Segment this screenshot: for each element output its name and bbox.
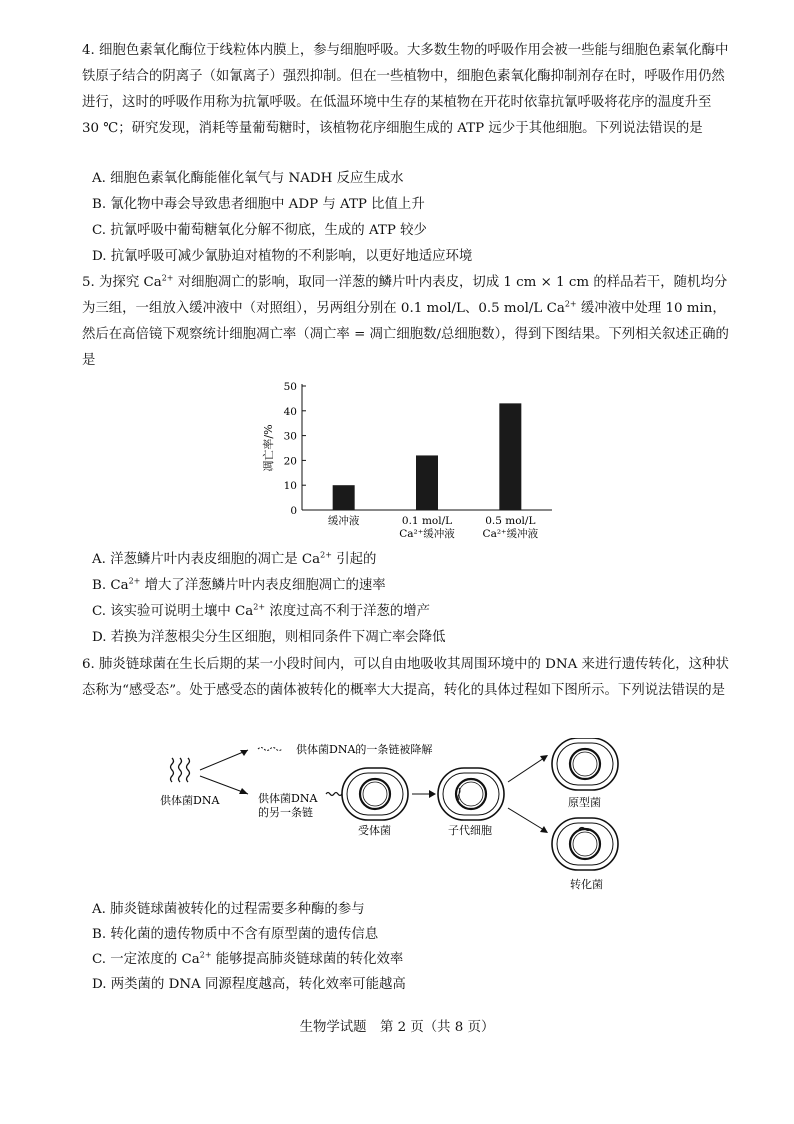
question-6-option-b: B. 转化菌的遗传物质中不含有原型菌的遗传信息 bbox=[92, 927, 379, 942]
question-5-option-d: D. 若换为洋葱根尖分生区细胞，则相同条件下凋亡率会降低 bbox=[92, 630, 446, 645]
other-strand-label-1: 供体菌DNA bbox=[258, 792, 318, 805]
recipient-cell bbox=[342, 768, 408, 820]
donor-dna-label: 供体菌DNA bbox=[160, 794, 220, 807]
transformed-cell bbox=[552, 818, 618, 870]
daughter-label: 子代细胞 bbox=[448, 824, 492, 837]
question-5-option-a: A. 洋葱鳞片叶内表皮细胞的凋亡是 $Ca^{2+}$ 引起的 bbox=[92, 550, 377, 567]
apoptosis-bar-chart bbox=[260, 372, 560, 552]
donor-dna-icon bbox=[171, 758, 190, 782]
question-4-option-a: A. 细胞色素氧化酶能催化氧气与 NADH 反应生成水 bbox=[92, 171, 404, 186]
bar bbox=[416, 455, 438, 510]
x-tick-label: 0.5 mol/L bbox=[485, 515, 536, 527]
bar bbox=[333, 485, 355, 510]
y-tick-label: 0 bbox=[290, 505, 297, 517]
prototype-cell bbox=[552, 738, 618, 790]
question-5-option-b: B. $Ca^{2+}$ 增大了洋葱鳞片叶内表皮细胞凋亡的速率 bbox=[92, 576, 386, 593]
question-4-option-d: D. 抗氰呼吸可减少氰胁迫对植物的不利影响，以更好地适应环境 bbox=[92, 249, 473, 264]
y-tick-label: 30 bbox=[283, 430, 297, 443]
y-axis-label: 凋亡率/% bbox=[262, 424, 275, 472]
recipient-label: 受体菌 bbox=[358, 824, 391, 837]
question-6-option-d: D. 两类菌的 DNA 同源程度越高，转化效率可能越高 bbox=[92, 977, 406, 992]
x-tick-label: 0.1 mol/L bbox=[401, 515, 453, 527]
bar bbox=[499, 403, 521, 510]
question-6-option-a: A. 肺炎链球菌被转化的过程需要多种酶的参与 bbox=[92, 902, 365, 917]
y-tick-label: 50 bbox=[283, 381, 297, 393]
transformation-diagram bbox=[150, 738, 650, 896]
daughter-cell bbox=[438, 768, 504, 820]
question-4-option-b: B. 氰化物中毒会导致患者细胞中 ADP 与 ATP 比值上升 bbox=[92, 197, 425, 212]
x-tick-label: 缓冲液 bbox=[327, 515, 360, 527]
x-tick-label: Ca²⁺缓冲液 bbox=[482, 528, 539, 540]
page-footer: 生物学试题 第 2 页（共 8 页） bbox=[299, 1020, 495, 1035]
question-6-stem: 6. 肺炎链球菌在生长后期的某一小段时间内，可以自由地吸收其周围环境中的 DNA 来进行遗传转化，这种状态称为“感受态”。处于感受态的菌体被转化的概率大大提高，转化的具体过程如下图所示。下列说法错误的是 bbox=[82, 657, 729, 698]
y-tick-label: 40 bbox=[283, 405, 297, 418]
question-5-stem: 5. 为探究 $Ca^{2+}$ 对细胞凋亡的影响，取同一洋葱的鳞片叶内表皮，切成 1 cm × 1 cm 的样品若干，随机均分为三组，一组放入缓冲液中（对照组），另两组分别在 0.1 mol/L、0.5 mol/L $Ca^{2+}$ 缓冲液中处理 10 min，然后在高倍镜下观察统计细胞凋亡率（凋亡率 = 凋亡细胞数/总细胞数），得到下图结果。下列相关叙述正确的是 bbox=[82, 273, 729, 368]
x-tick-label: Ca²⁺缓冲液 bbox=[399, 528, 455, 540]
transformed-label: 转化菌 bbox=[570, 878, 603, 891]
y-tick-label: 10 bbox=[283, 480, 297, 493]
degraded-strand-label: 供体菌DNA的一条链被降解 bbox=[296, 743, 433, 756]
prototype-label: 原型菌 bbox=[568, 796, 601, 809]
question-6-option-c: C. 一定浓度的 $Ca^{2+}$ 能够提高肺炎链球菌的转化效率 bbox=[92, 950, 404, 967]
question-4-option-c: C. 抗氰呼吸中葡萄糖氧化分解不彻底，生成的 ATP 较少 bbox=[92, 223, 427, 238]
question-5-option-c: C. 该实验可说明土壤中 $Ca^{2+}$ 浓度过高不利于洋葱的增产 bbox=[92, 602, 431, 619]
question-4-stem: 4. 细胞色素氧化酶位于线粒体内膜上，参与细胞呼吸。大多数生物的呼吸作用会被一些能与细胞色素氧化酶中铁原子结合的阴离子（如氰离子）强烈抑制。但在一些植物中，细胞色素氧化酶抑制剂存在时，呼吸作用仍然进行，这时的呼吸作用称为抗氰呼吸。在低温环境中生存的某植物在开花时依靠抗氰呼吸将花序的温度升至 30 ℃；研究发现，消耗等量葡萄糖时，该植物花序细胞生成的 ATP 远少于其他细胞。下列说法错误的是 bbox=[82, 43, 729, 136]
other-strand-label-2: 的另一条链 bbox=[258, 806, 313, 819]
y-tick-label: 20 bbox=[283, 455, 297, 468]
